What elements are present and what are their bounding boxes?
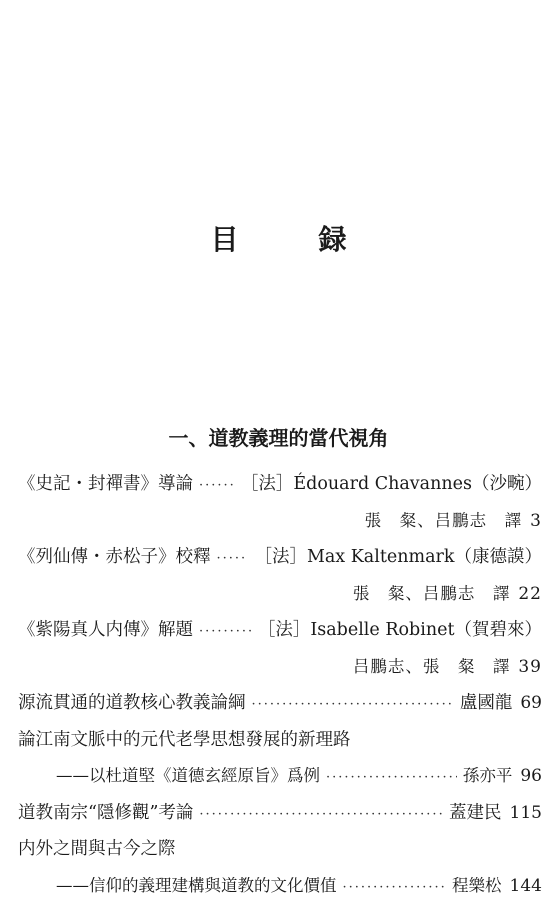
toc-entry-line[interactable] [18, 470, 542, 507]
toc-entry-author: 程樂松 [452, 875, 502, 895]
toc-entry-translator: 張 粲、吕鵬志 譯 [364, 510, 523, 530]
toc-entry-title: 《列仙傳・赤松子》校釋 [18, 547, 211, 567]
toc-entry-page: 144 [509, 875, 542, 896]
toc-entry-title: 道教南宗“隱修觀”考論 [18, 802, 194, 823]
toc-entry-title: 《史記・封禪書》導論 [18, 474, 193, 494]
toc-entry-subtitle: ——以杜道堅《道德玄經原旨》爲例 [56, 766, 320, 785]
page-title: 目 録 [210, 223, 373, 256]
toc-entry-author: 盧國龍 [459, 693, 513, 713]
toc-entry-author: 蓋建民 [449, 802, 502, 823]
toc-entry-subtitle: ——信仰的義理建構與道教的文化價值 [56, 875, 337, 895]
toc-entry-translator: 張 粲、吕鵬志 譯 [352, 583, 511, 603]
toc-entry-author: ［法］Max Kaltenmark（康德謨） [254, 547, 542, 567]
toc-entry-page: 39 [518, 656, 542, 677]
toc-entry-page: 115 [509, 802, 542, 823]
toc-entry-title: 論江南文脈中的元代老學思想發展的新理路 [18, 729, 351, 750]
dot-leader [199, 807, 443, 822]
toc-entry-translator: 吕鵬志、張 粲 譯 [352, 656, 511, 676]
section-heading: 一、道教義理的當代視角 [168, 426, 389, 450]
table-of-contents [18, 470, 542, 908]
toc-entry-line[interactable] [18, 726, 542, 763]
dot-leader [326, 770, 457, 785]
dot-leader [252, 697, 454, 712]
toc-entry-title: 源流貫通的道教核心教義論綱 [18, 693, 246, 713]
toc-entry-author: 孫亦平 [462, 766, 513, 785]
toc-entry-credit-line [18, 580, 542, 617]
toc-entry-line[interactable] [18, 799, 542, 836]
toc-entry-author: ［法］Édouard Chavannes（沙畹） [240, 474, 542, 494]
toc-entry-page: 3 [530, 510, 542, 531]
dot-leader [199, 624, 252, 639]
toc-entry-credit-line [18, 507, 542, 544]
dot-leader [199, 478, 235, 493]
toc-entry-page: 22 [518, 583, 542, 604]
toc-entry-credit-line [18, 653, 542, 690]
toc-entry-author: ［法］Isabelle Robinet（賀碧來） [257, 620, 542, 640]
toc-entry-page: 96 [520, 766, 542, 786]
toc-entry-subtitle-line[interactable] [18, 872, 542, 909]
toc-entry-page: 69 [520, 693, 542, 713]
toc-entry-subtitle-line[interactable] [18, 762, 542, 799]
toc-entry-title: 《紫陽真人内傳》解題 [18, 620, 193, 640]
dot-leader [343, 880, 447, 895]
toc-entry-line[interactable] [18, 835, 542, 872]
toc-entry-line[interactable] [18, 689, 542, 726]
toc-entry-line[interactable] [18, 543, 542, 580]
toc-entry-title: 内外之間與古今之際 [18, 839, 176, 859]
dot-leader [217, 551, 249, 566]
toc-entry-line[interactable] [18, 616, 542, 653]
